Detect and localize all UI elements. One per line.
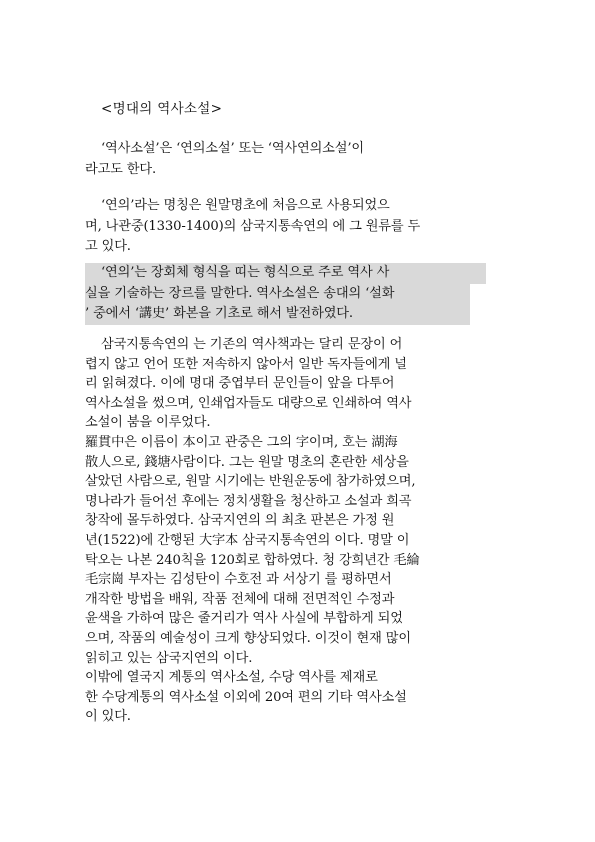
paragraph-origin (85, 196, 513, 258)
text-line: 고 있다. (85, 239, 131, 254)
text-line: 한 수당계통의 역사소설 이외에 20여 편의 기타 역사소설 (85, 689, 407, 705)
text-line: 창작에 몰두하였다. 삼국지연의 의 최초 판본은 가정 원 (85, 513, 395, 529)
text-line: 살았던 사람으로, 원말 시기에는 반원운동에 참가하였으며, (85, 474, 416, 490)
highlighted-text-line: ‘연의’는 장회체 형식을 띠는 형식으로 주로 역사 사 (85, 263, 486, 284)
text-line: 毛宗崗 부자는 김성탄이 수호전 과 서상기 를 평하면서 (85, 572, 392, 588)
text-line: 며, 나관중(1330-1400)의 삼국지통속연의 에 그 원류를 두 (85, 218, 421, 234)
text-line: 명나라가 들어선 후에는 정치생활을 청산하고 소설과 희곡 (85, 493, 412, 509)
text-line: ‘연의’라는 명칭은 원말명초에 처음으로 사용되었으 (101, 198, 390, 213)
text-line: 散人으로, 錢塘사람이다. 그는 원말 명초의 혼란한 세상을 (85, 454, 409, 470)
text-line: 이 있다. (85, 709, 131, 725)
text-line: 읽히고 있는 삼국지연의 이다. (85, 650, 253, 666)
text-line: 개작한 방법을 배워, 작품 전체에 대해 전면적인 수정과 (85, 591, 395, 607)
text-line: 년(1522)에 간행된 大字本 삼국지통속연의 이다. 명말 이 (85, 532, 410, 548)
text-line: 라고도 한다. (85, 161, 157, 177)
text-line: 리 읽혀졌다. 이에 명대 중엽부터 문인들이 앞을 다투어 (85, 376, 395, 392)
paragraph-definition (85, 139, 513, 180)
text-line: 이밖에 열국지 계통의 역사소설, 수당 역사를 제재로 (85, 670, 378, 686)
text-line: ‘역사소설’은 ‘연의소설’ 또는 ‘역사연의소설’이 (101, 141, 364, 156)
document-title: <명대의 역사소설> (101, 101, 223, 117)
text-line: 역사소설을 썼으며, 인쇄업자들도 대량으로 인쇄하여 역사 (85, 395, 412, 411)
text-line: 탁오는 나본 240칙을 120회로 합하였다. 청 강희년간 毛綸 (85, 552, 420, 568)
text-line: 윤색을 가하여 많은 줄거리가 역사 사실에 부합하게 되었 (85, 611, 403, 627)
text-line: 삼국지통속연의 는 기존의 역사책과는 달리 문장이 어 (101, 337, 403, 352)
text-line: 소설이 붐을 이루었다. (85, 415, 211, 431)
text-line: 렵지 않고 언어 또한 저속하지 않아서 일반 독자들에게 널 (85, 356, 407, 372)
paragraph-history (85, 335, 513, 727)
highlighted-text-line: ’ 중에서 ‘講史’ 화본을 기초로 해서 발전하였다. (85, 304, 470, 325)
text-line: 으며, 작품의 예술성이 크게 향상되었다. 이것이 현재 많이 (85, 630, 411, 646)
highlighted-text-line: 실을 기술하는 장르를 말한다. 역사소설은 송대의 ‘설화 (85, 284, 470, 305)
text-line: 羅貫中은 이름이 本이고 관중은 그의 字이며, 호는 湖海 (85, 434, 398, 450)
paragraph-highlighted-genre (85, 263, 513, 325)
